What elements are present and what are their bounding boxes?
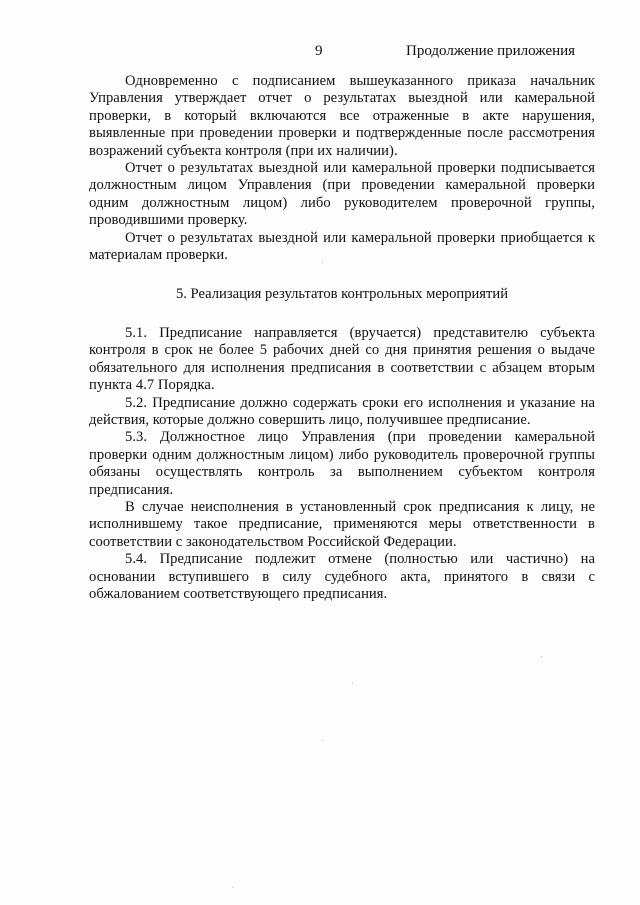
header-continuation-label: Продолжение приложения (406, 43, 576, 59)
scan-speck (322, 740, 323, 741)
paragraph-non-compliance: В случае неисполнения в установленный срок предписания к лицу, не исполнившему такое предписание, применяются меры ответственности в соответствии с законодательством Российской Федерации. (89, 498, 595, 550)
scan-speck (322, 262, 323, 263)
scan-speck (352, 683, 353, 684)
paragraph-5-1: 5.1. Предписание направляется (вручается) представителю субъекта контроля в срок не более 5 рабочих дней со дня принятия решения о выдаче обязательного для исполнения предписания в соответствии с абзацем вторым пункта 4.7 Порядка. (89, 324, 595, 394)
paragraph-report-approval: Одновременно с подписанием вышеуказанного приказа начальник Управления утверждает отчет о результатах выездной или камеральной проверки, в который включаются все отраженные в акте нарушения, выявленные при проведении проверки и подтвержденные после рассмотрения возражений субъекта контроля (при их наличии). (89, 73, 595, 159)
paragraph-5-3: 5.3. Должностное лицо Управления (при проведении камеральной проверки одним должностным лицом) либо руководитель проверочной группы обязаны осуществлять контроль за выполнением субъектом контроля предписания. (89, 429, 595, 498)
paragraph-report-signing: Отчет о результатах выездной или камеральной проверки подписывается должностным лицом Управления (при проведении камеральной проверки одним должностным лицом) либо руководителем проверочной группы, проводившими проверку. (89, 160, 595, 229)
scan-speck (541, 656, 542, 657)
scan-speck (232, 887, 233, 888)
document-body (89, 73, 595, 603)
page-header (0, 43, 640, 63)
section-heading: 5. Реализация результатов контрольных мероприятий (175, 286, 509, 303)
page-number: 9 (315, 43, 323, 59)
paragraph-5-2: 5.2. Предписание должно содержать сроки его исполнения и указание на действия, которые должно совершить лицо, получившее предписание. (89, 394, 595, 428)
paragraph-5-4: 5.4. Предписание подлежит отмене (полностью или частично) на основании вступившего в силу судебного акта, принятого в связи с обжалованием соответствующего предписания. (89, 551, 595, 602)
paragraph-report-attachment: Отчет о результатах выездной или камеральной проверки приобщается к материалам проверки. (89, 229, 595, 264)
